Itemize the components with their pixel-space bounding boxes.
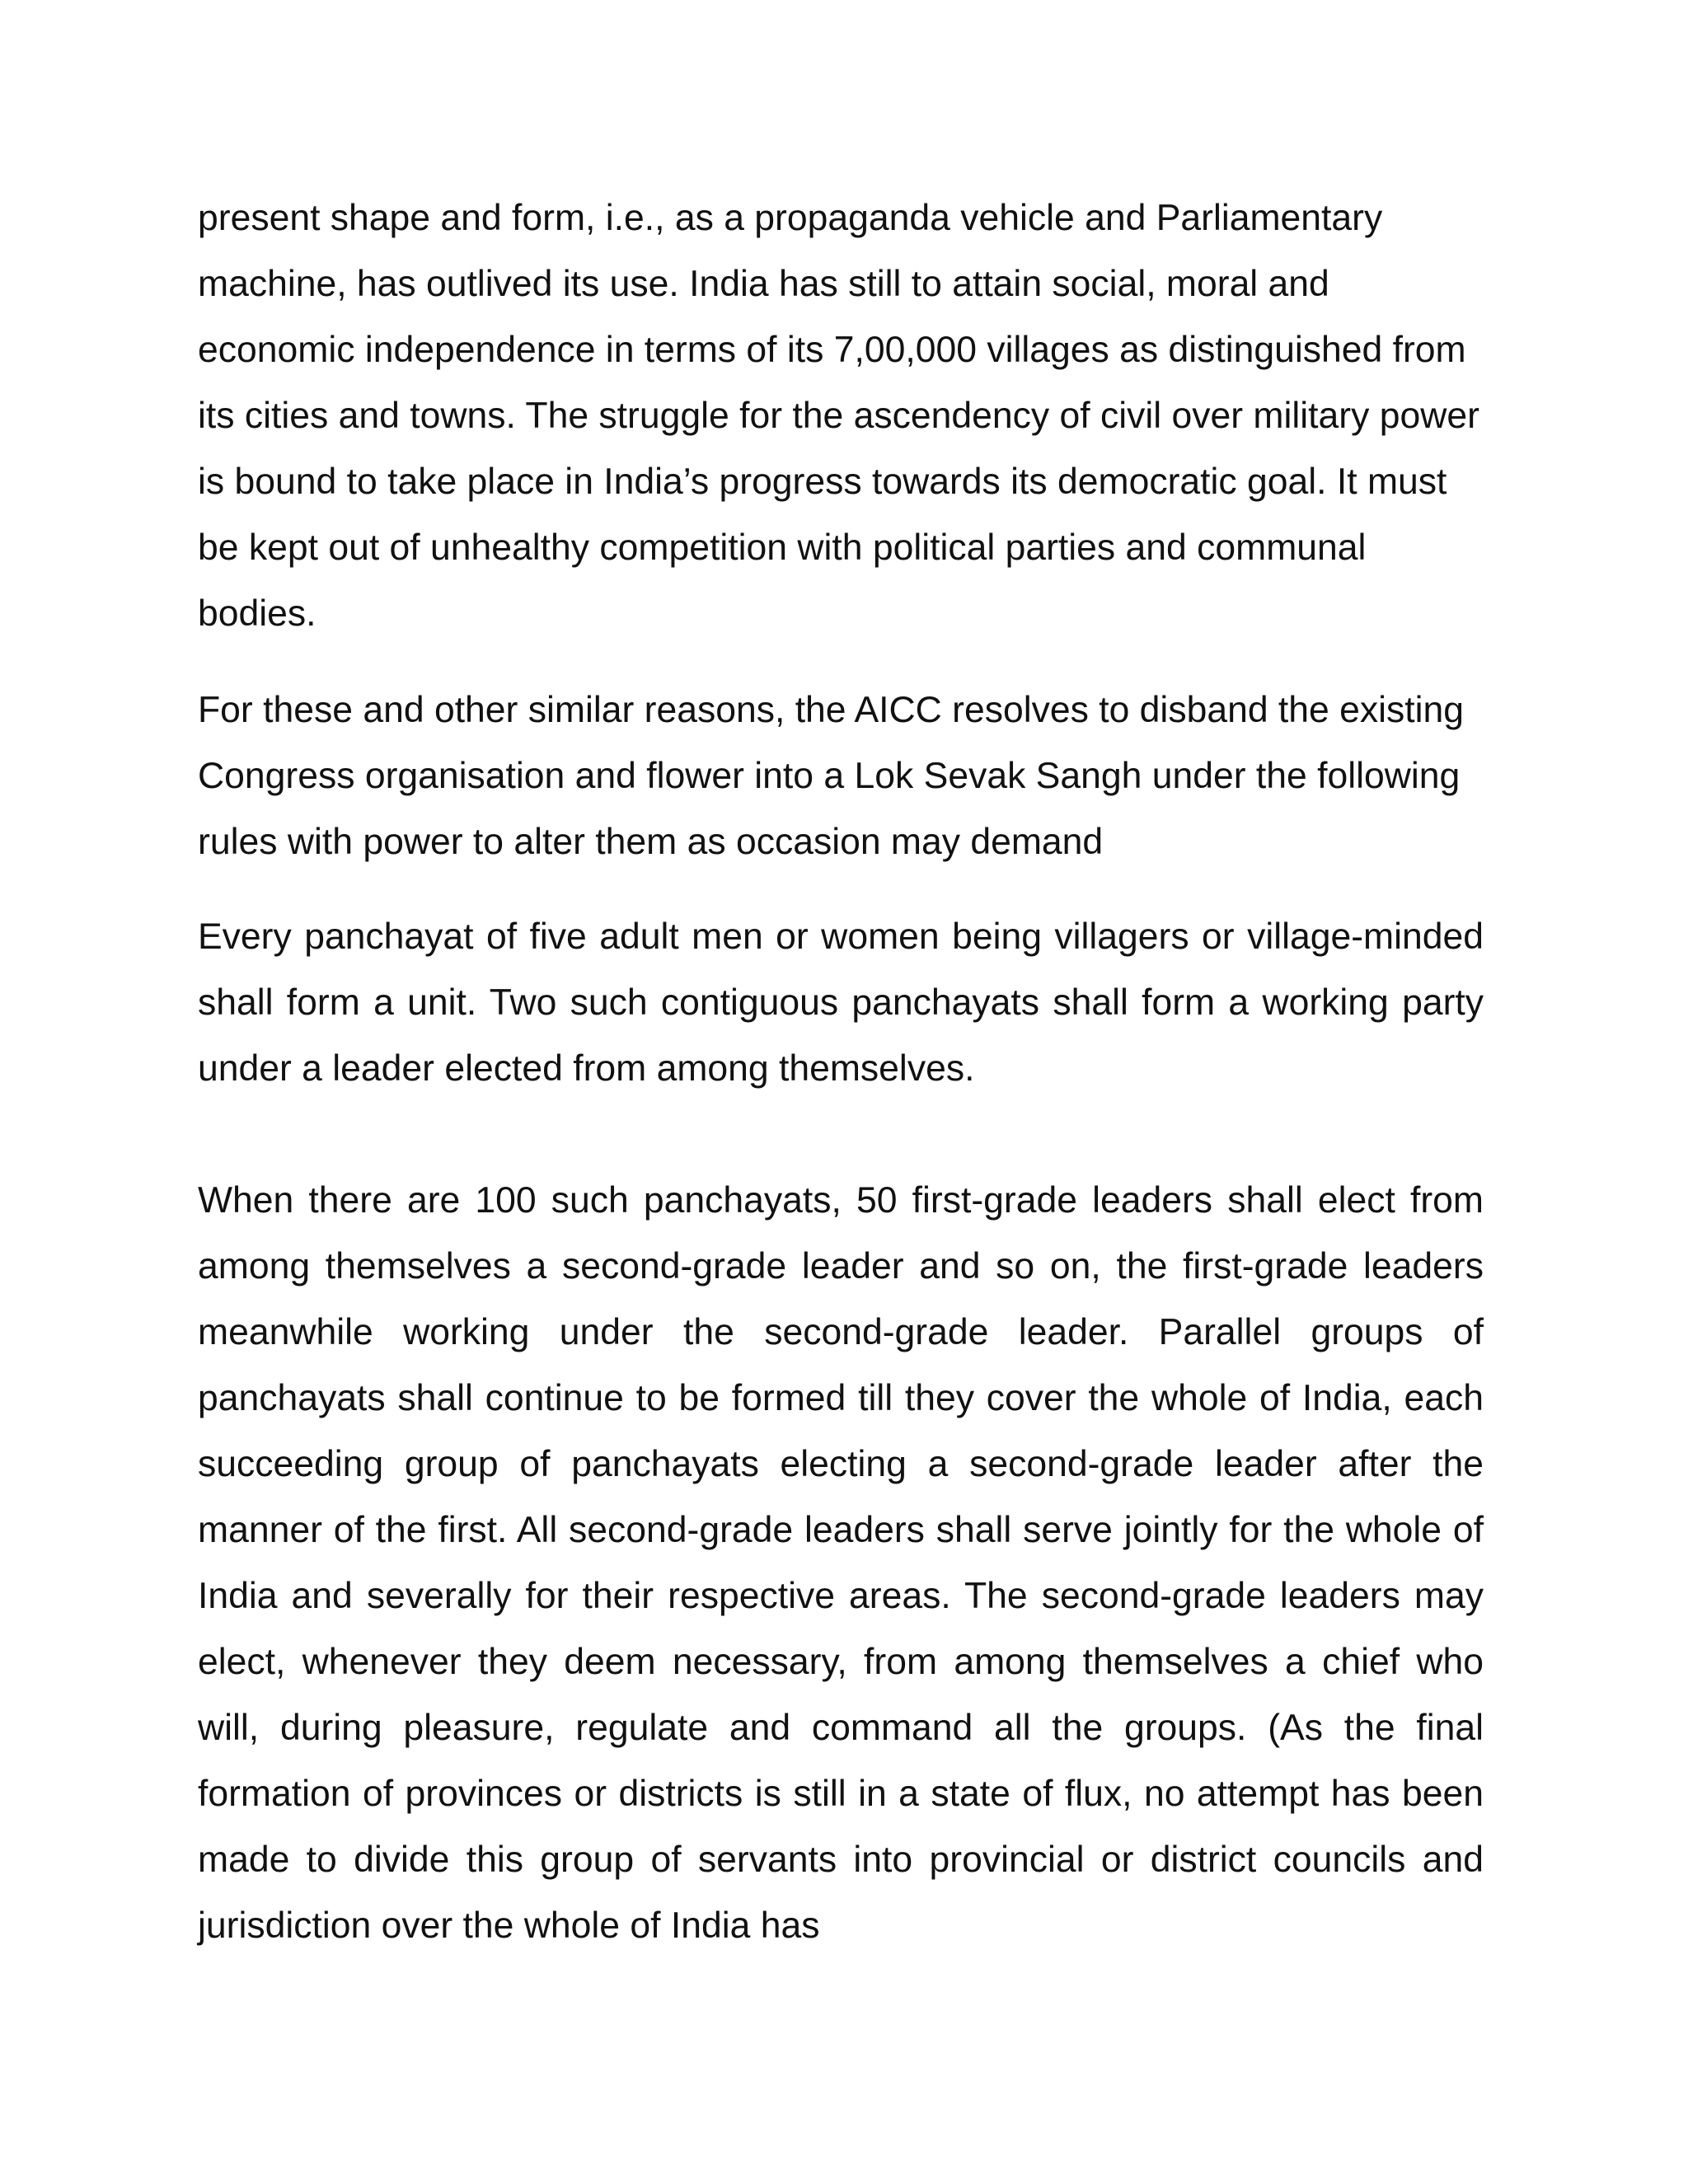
paragraph-congress-outlived-use: present shape and form, i.e., as a propaganda vehicle and Parliamentary machine, has outlived its use. India has still to attain social, moral and economic independence in terms of its 7,00,000 villages as distinguished from its cities and towns. The struggle for the ascendency of civil over military power is bound to take place in India’s progress towards its democratic goal. It must be kept out of unhealthy competition with political parties and communal bodies. bbox=[198, 198, 1479, 634]
paragraph-second-grade-leaders: When there are 100 such panchayats, 50 first-grade leaders shall elect from among themselves a second-grade leader and so on, the first-grade leaders meanwhile working under the second-grade leader. Parallel groups of panchayats shall continue to be formed till they cover the whole of India, each succeeding group of panchayats electing a second-grade leader after the manner of the first. All second-grade leaders shall serve jointly for the whole of India and severally for their respective areas. The second-grade leaders may elect, whenever they deem necessary, from among themselves a chief who will, during pleasure, regulate and command all the groups. (As the final formation of provinces or districts is still in a state of flux, no attempt has been made to divide this group of servants into provincial or district councils and jurisdiction over the whole of India has bbox=[198, 1180, 1484, 1946]
paragraph-panchayat-unit: Every panchayat of five adult men or women being villagers or village-minded shall form a unit. Two such contiguous panchayats shall form a working party under a leader elected from among themselves. bbox=[198, 916, 1484, 1089]
paragraph-aicc-resolution: For these and other similar reasons, the AICC resolves to disband the existing Congress organisation and flower into a Lok Sevak Sangh under the following rules with power to alter them as occasion may demand bbox=[198, 690, 1465, 862]
